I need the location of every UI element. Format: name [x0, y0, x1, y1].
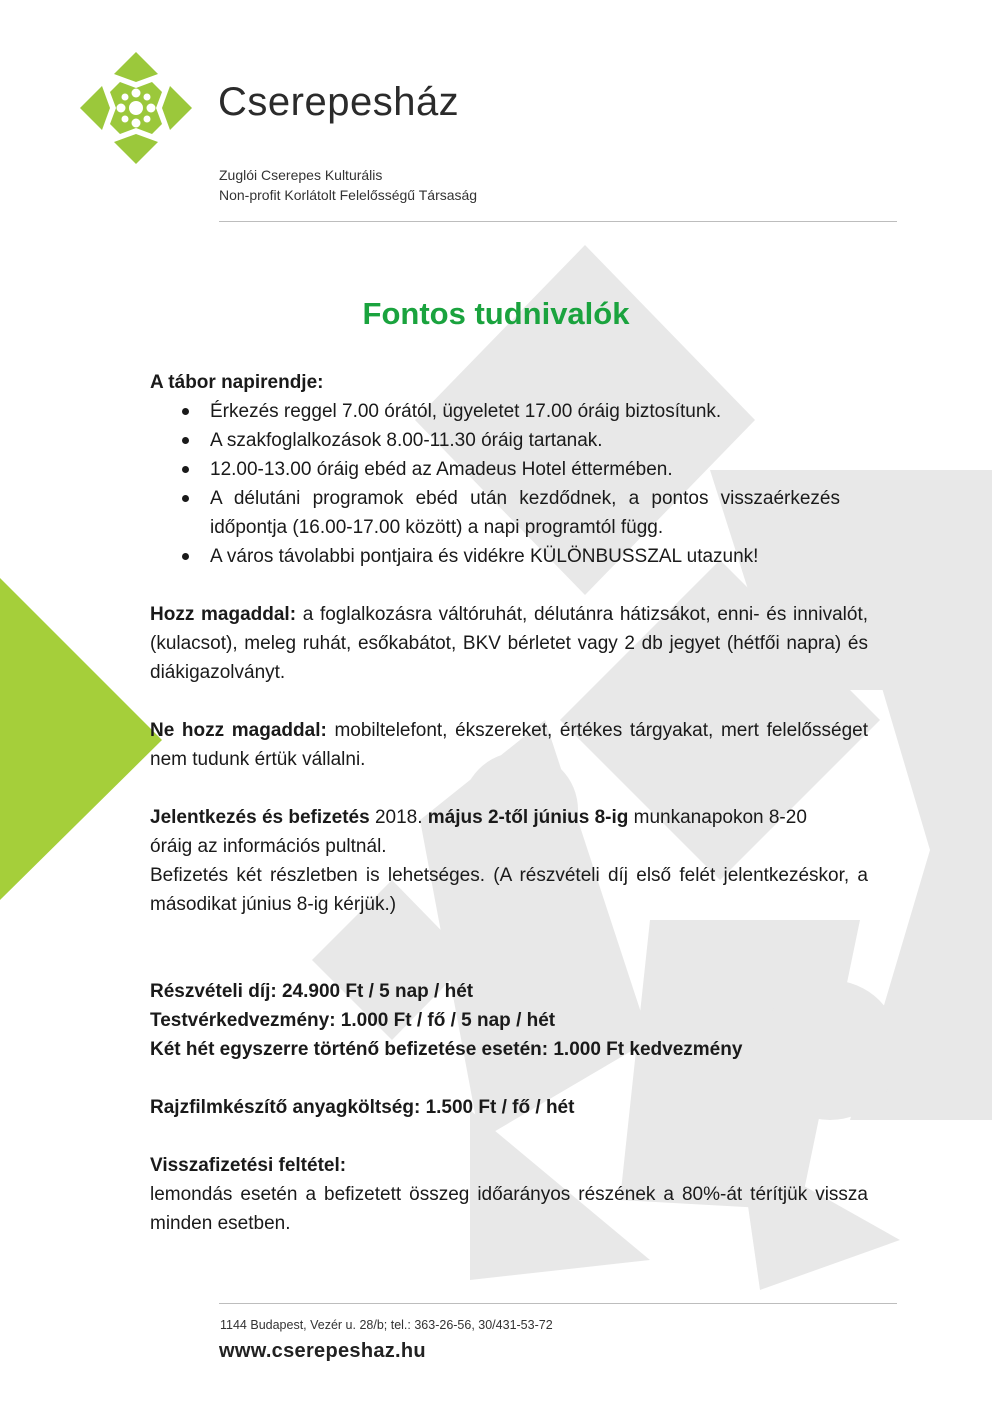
document-body: [150, 368, 868, 1238]
footer-divider: [219, 1303, 897, 1304]
organization-name: [219, 165, 477, 205]
list-item: A szakfoglalkozások 8.00-11.30 óráig tartanak.: [150, 426, 840, 455]
bullet-icon: [182, 553, 189, 560]
registration-paragraph: Jelentkezés és befizetés 2018. május 2-től június 8-ig munkanapokon 8-20 óráig az információs pultnál.: [150, 807, 807, 857]
dont-bring-paragraph: [150, 716, 868, 774]
bullet-icon: [182, 466, 189, 473]
footer-address: 1144 Budapest, Vezér u. 28/b; tel.: 363-26-56, 30/431-53-72: [220, 1318, 553, 1332]
bullet-icon: [182, 408, 189, 415]
dont-bring-text: mobiltelefont, ékszereket, értékes tárgyakat, mert felelősséget nem tudunk értük vállalni.: [150, 720, 868, 770]
refund-heading: Visszafizetési feltétel:: [150, 1155, 347, 1176]
schedule-heading: A tábor napirendje:: [150, 372, 324, 393]
brand-name: Cserepesház: [218, 80, 460, 124]
page-title: Fontos tudnivalók: [362, 296, 630, 331]
installments-paragraph: Befizetés két részletben is lehetséges. (A részvételi díj első felét jelentkezéskor, a másodikat június 8-ig kérjük.): [150, 865, 868, 915]
bullet-icon: [182, 495, 189, 502]
list-item: Érkezés reggel 7.00 órától, ügyeletet 17.00 óráig biztosítunk.: [150, 397, 840, 426]
website-link[interactable]: www.cserepeshaz.hu: [219, 1340, 426, 1362]
cserepeshaz-logo-icon: [80, 52, 192, 164]
header-divider: [219, 221, 897, 222]
list-item: 12.00-13.00 óráig ebéd az Amadeus Hotel éttermében.: [150, 455, 840, 484]
bullet-icon: [182, 437, 189, 444]
bring-paragraph: [150, 600, 868, 687]
fee-two-weeks-discount: Két hét egyszerre történő befizetése esetén: 1.000 Ft kedvezmény: [150, 1039, 743, 1060]
fee-sibling-discount: Testvérkedvezmény: 1.000 Ft / fő / 5 nap / hét: [150, 1010, 556, 1031]
bring-text: a foglalkozásra váltóruhát, délutánra hátizsákot, enni- és innivalót, (kulacsot), meleg ruhát, esőkabátot, BKV bérletet vagy 2 db jegyet (hétfői napra) és diákigazolványt.: [150, 604, 869, 683]
list-item: A délutáni programok ebéd után kezdődnek, a pontos visszaérkezés időpontja (16.00-17.00 között) a napi programtól függ.: [150, 484, 840, 542]
dont-bring-label: Ne hozz magaddal:: [150, 720, 327, 741]
refund-text: lemondás esetén a befizetett összeg időarányos részének a 80%-át térítjük vissza minden esetben.: [150, 1184, 868, 1234]
org-line-1: Zuglói Cserepes Kulturális: [219, 167, 383, 183]
green-side-shape: [0, 578, 162, 900]
list-item: A város távolabbi pontjaira és vidékre KÜLÖNBUSSZAL utazunk!: [150, 542, 840, 571]
fee-animation-material: Rajzfilmkészítő anyagköltség: 1.500 Ft / fő / hét: [150, 1097, 575, 1118]
bring-label: Hozz magaddal:: [150, 604, 297, 625]
fee-participation: Részvételi díj: 24.900 Ft / 5 nap / hét: [150, 981, 474, 1002]
schedule-list: [150, 397, 868, 571]
org-line-2: Non-profit Korlátolt Felelősségű Társaság: [219, 187, 478, 203]
